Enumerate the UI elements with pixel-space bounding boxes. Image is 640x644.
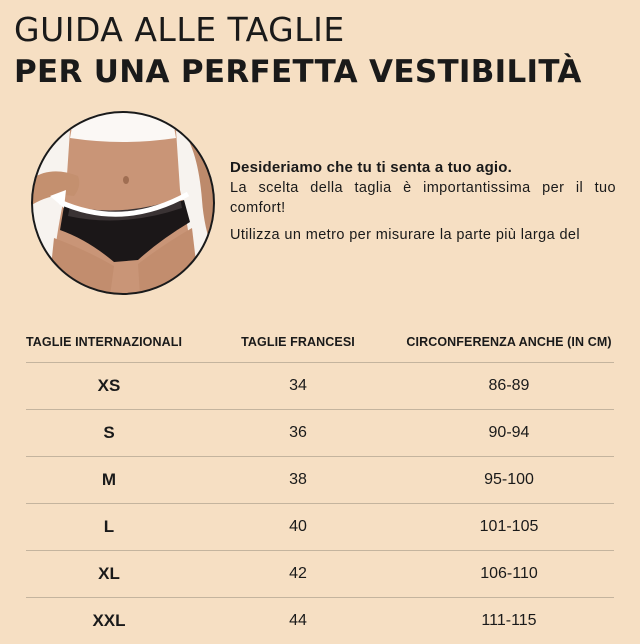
hip-measurement-photo: [30, 110, 216, 296]
header-international-sizes: TAGLIE INTERNAZIONALI: [26, 335, 183, 349]
french-size: 34: [289, 377, 307, 394]
table-row: [26, 597, 614, 644]
intro-text: [230, 158, 616, 245]
french-size: 42: [289, 565, 307, 582]
table-row: [26, 550, 614, 597]
guide-title: GUIDA ALLE TAGLIE: [14, 10, 345, 49]
hip-range: 90-94: [488, 424, 530, 441]
header-french-sizes: TAGLIE FRANCESI: [241, 335, 355, 349]
hip-range: 86-89: [488, 377, 530, 394]
international-size: XS: [97, 376, 121, 395]
french-size: 36: [289, 424, 307, 441]
international-size: M: [101, 470, 117, 489]
french-size: 44: [289, 612, 307, 629]
table-row: [26, 456, 614, 503]
intro-lead: Desideriamo che tu ti senta a tuo agio.: [230, 159, 513, 176]
intro-paragraph: La scelta della taglia è importantissima per il tuo comfort!: [230, 180, 616, 216]
table-row: [26, 362, 614, 409]
french-size: 38: [289, 471, 307, 488]
measure-instruction: Utilizza un metro per misurare la parte più larga del: [230, 227, 581, 243]
size-table-header: [26, 322, 614, 362]
guide-subtitle: PER UNA PERFETTA VESTIBILITÀ: [14, 54, 582, 90]
international-size: S: [103, 423, 115, 442]
international-size: L: [103, 517, 115, 536]
table-row: [26, 409, 614, 456]
hip-range: 111-115: [481, 612, 537, 629]
table-row: [26, 503, 614, 550]
header-hip-circumference: CIRCONFERENZA ANCHE (IN CM): [406, 335, 612, 349]
hip-range: 95-100: [484, 471, 534, 488]
international-size: XXL: [92, 611, 126, 630]
hip-range: 101-105: [479, 518, 539, 535]
size-table: [26, 322, 614, 644]
french-size: 40: [289, 518, 307, 535]
hip-range: 106-110: [480, 565, 538, 582]
international-size: XL: [98, 564, 120, 583]
